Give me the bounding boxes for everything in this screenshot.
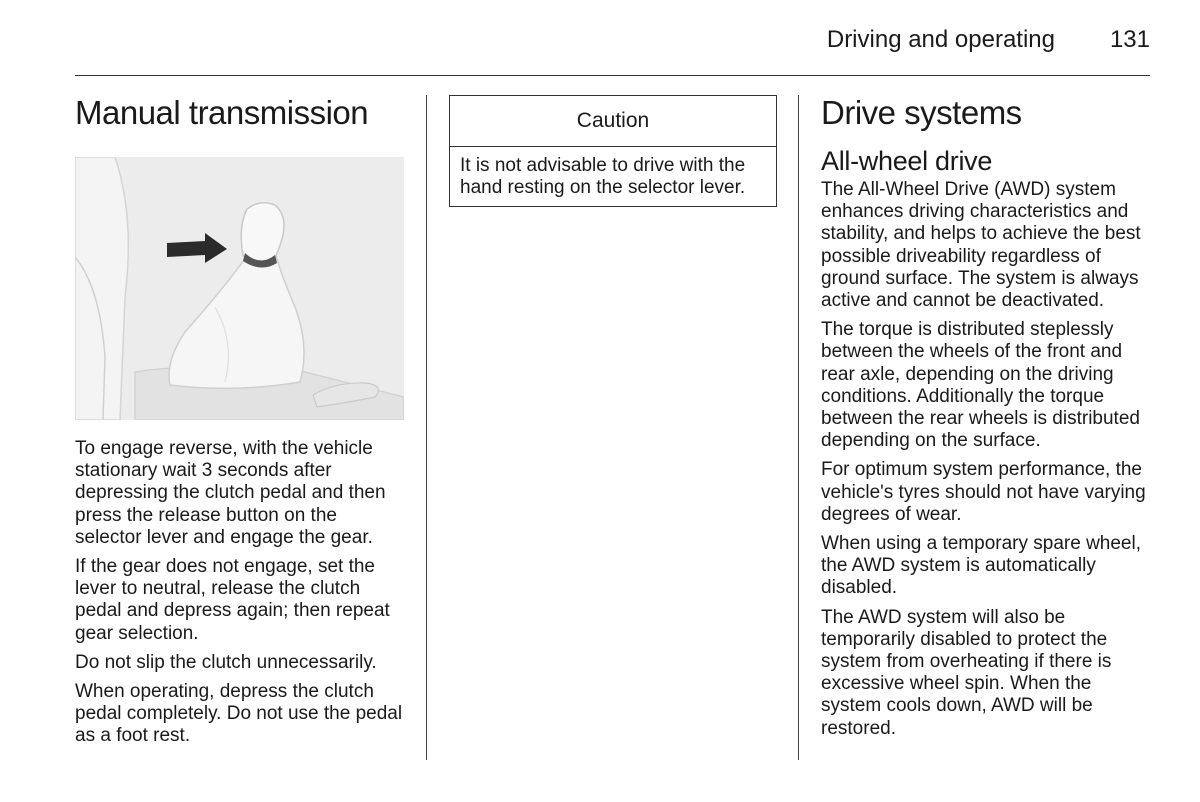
header-divider — [75, 75, 1150, 76]
page-number: 131 — [1109, 26, 1150, 53]
caution-box — [449, 95, 777, 207]
section-heading: Manual transmission — [75, 94, 369, 131]
left-column — [75, 95, 405, 131]
section-title: Driving and operating — [826, 26, 1055, 53]
paragraph: When operating, depress the clutch pedal completely. Do not use the pedal as a foot rest. — [75, 681, 403, 747]
paragraph: The AWD system will also be temporarily disabled to protect the system from overheating if there is excessive wheel spin. When the system cools down, AWD will be restored. — [821, 606, 1112, 739]
middle-column — [449, 95, 777, 207]
left-text — [75, 438, 405, 755]
paragraph: To engage reverse, with the vehicle stationary wait 3 seconds after depressing the clutch pedal and then press the release button on the selector lever and engage the gear. — [75, 438, 386, 548]
paragraph: The All-Wheel Drive (AWD) system enhances driving characteristics and stability, and helps to achieve the best possible driveability regardless of ground surface. The system is always active and cannot be deactivated. — [821, 179, 1141, 312]
column-divider — [798, 95, 799, 760]
gear-lever-illustration-icon — [75, 157, 404, 420]
paragraph: If the gear does not engage, set the lever to neutral, release the clutch pedal and depress again; then repeat gear selection. — [75, 556, 390, 644]
section-heading: Drive systems — [821, 94, 1022, 131]
caution-text: It is not advisable to drive with the hand resting on the selector lever. — [460, 155, 746, 198]
column-divider — [426, 95, 427, 760]
paragraph: When using a temporary spare wheel, the AWD system is automatically disabled. — [821, 533, 1141, 599]
right-column — [821, 95, 1153, 747]
paragraph: The torque is distributed steplessly between the wheels of the front and rear axle, depending on the driving conditions. Additionally the torque between the rear wheels is distributed depending on the surface. — [821, 319, 1140, 452]
caution-title: Caution — [450, 96, 776, 147]
subsection-heading: All-wheel drive — [821, 146, 993, 176]
paragraph: For optimum system performance, the vehicle's tyres should not have varying degrees of wear. — [821, 459, 1146, 525]
paragraph: Do not slip the clutch unnecessarily. — [75, 651, 377, 673]
